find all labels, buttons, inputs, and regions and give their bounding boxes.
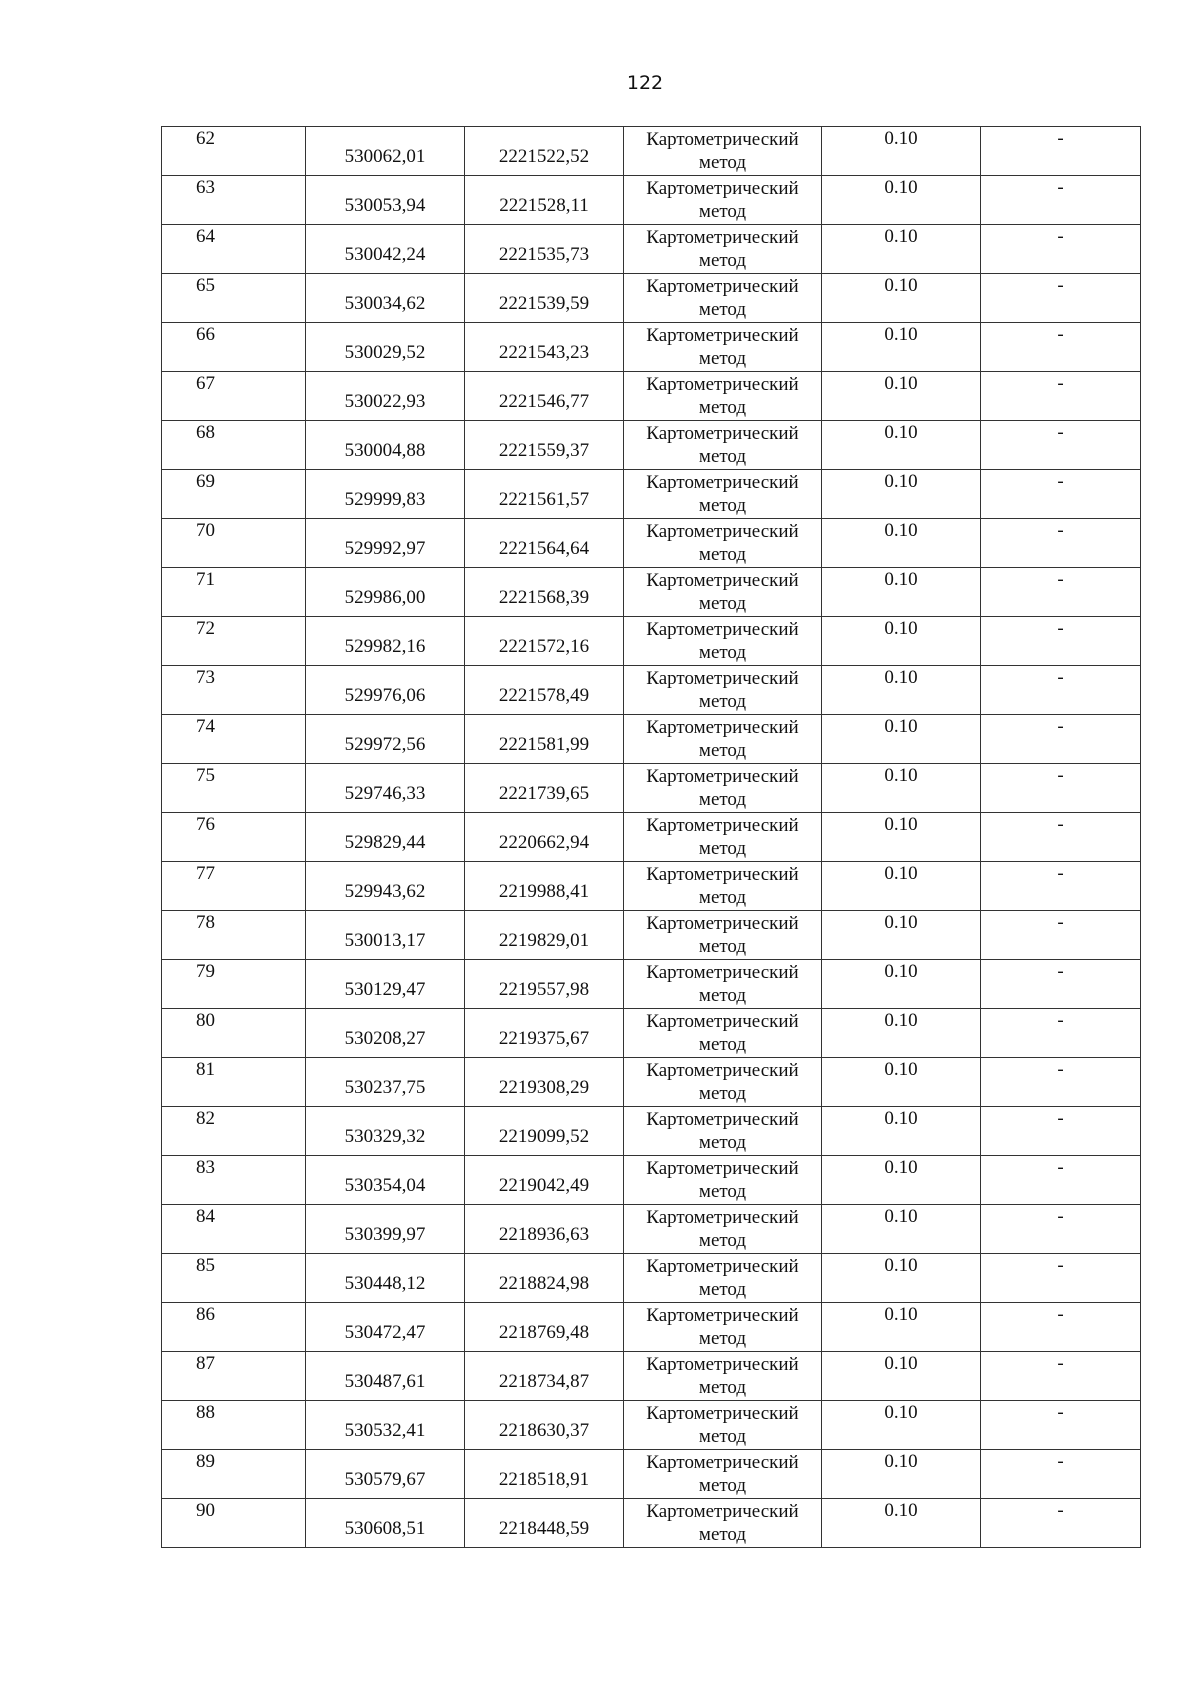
accuracy-cell: 0.10 xyxy=(822,666,981,715)
method-label-line2: метод xyxy=(698,446,747,467)
note-cell: - xyxy=(981,1401,1141,1450)
method-cell xyxy=(624,1303,822,1352)
table-row xyxy=(162,421,1141,470)
x-coordinate-cell: 530053,94 xyxy=(306,176,465,225)
note-cell: - xyxy=(981,127,1141,176)
y-coordinate-cell: 2218448,59 xyxy=(465,1499,624,1548)
accuracy-cell: 0.10 xyxy=(822,1205,981,1254)
method-label-line1: Картометрический xyxy=(646,521,799,542)
method-cell xyxy=(624,617,822,666)
accuracy-cell: 0.10 xyxy=(822,1450,981,1499)
method-label-line1: Картометрический xyxy=(646,472,799,493)
method-label-line2: метод xyxy=(698,985,747,1006)
table-row xyxy=(162,1352,1141,1401)
method-cell xyxy=(624,1009,822,1058)
table-row xyxy=(162,666,1141,715)
method-cell xyxy=(624,1499,822,1548)
method-label-line2: метод xyxy=(698,1524,747,1545)
x-coordinate-cell: 530329,32 xyxy=(306,1107,465,1156)
method-label-line2: метод xyxy=(698,838,747,859)
note-cell: - xyxy=(981,1352,1141,1401)
y-coordinate-cell: 2221581,99 xyxy=(465,715,624,764)
note-cell: - xyxy=(981,666,1141,715)
method-label-line1: Картометрический xyxy=(646,619,799,640)
point-number-cell: 66 xyxy=(162,323,306,372)
table-row xyxy=(162,323,1141,372)
table-row xyxy=(162,1058,1141,1107)
x-coordinate-cell: 529986,00 xyxy=(306,568,465,617)
table-row xyxy=(162,715,1141,764)
x-coordinate-cell: 529943,62 xyxy=(306,862,465,911)
note-cell: - xyxy=(981,1450,1141,1499)
point-number-cell: 70 xyxy=(162,519,306,568)
point-number-cell: 68 xyxy=(162,421,306,470)
table-row xyxy=(162,225,1141,274)
method-label-line1: Картометрический xyxy=(646,570,799,591)
method-label-line2: метод xyxy=(698,1132,747,1153)
method-label-line1: Картометрический xyxy=(646,913,799,934)
method-label-line1: Картометрический xyxy=(646,1256,799,1277)
x-coordinate-cell: 529982,16 xyxy=(306,617,465,666)
method-cell xyxy=(624,1058,822,1107)
note-cell: - xyxy=(981,372,1141,421)
method-label-line1: Картометрический xyxy=(646,276,799,297)
x-coordinate-cell: 530029,52 xyxy=(306,323,465,372)
note-cell: - xyxy=(981,274,1141,323)
method-label-line1: Картометрический xyxy=(646,668,799,689)
method-label-line2: метод xyxy=(698,299,747,320)
y-coordinate-cell: 2219308,29 xyxy=(465,1058,624,1107)
note-cell: - xyxy=(981,568,1141,617)
method-label-line1: Картометрический xyxy=(646,962,799,983)
note-cell: - xyxy=(981,225,1141,274)
method-label-line2: метод xyxy=(698,250,747,271)
method-label-line2: метод xyxy=(698,593,747,614)
coordinates-table-body xyxy=(162,127,1141,1548)
point-number-cell: 67 xyxy=(162,372,306,421)
accuracy-cell: 0.10 xyxy=(822,960,981,1009)
table-row xyxy=(162,127,1141,176)
table-row xyxy=(162,1009,1141,1058)
table-row xyxy=(162,1450,1141,1499)
accuracy-cell: 0.10 xyxy=(822,372,981,421)
note-cell: - xyxy=(981,764,1141,813)
note-cell: - xyxy=(981,1058,1141,1107)
table-row xyxy=(162,1499,1141,1548)
note-cell: - xyxy=(981,1009,1141,1058)
note-cell: - xyxy=(981,421,1141,470)
method-cell xyxy=(624,1450,822,1499)
method-label-line2: метод xyxy=(698,397,747,418)
point-number-cell: 75 xyxy=(162,764,306,813)
x-coordinate-cell: 530487,61 xyxy=(306,1352,465,1401)
point-number-cell: 69 xyxy=(162,470,306,519)
method-label-line2: метод xyxy=(698,348,747,369)
accuracy-cell: 0.10 xyxy=(822,470,981,519)
accuracy-cell: 0.10 xyxy=(822,127,981,176)
accuracy-cell: 0.10 xyxy=(822,1009,981,1058)
method-label-line2: метод xyxy=(698,789,747,810)
note-cell: - xyxy=(981,519,1141,568)
x-coordinate-cell: 530399,97 xyxy=(306,1205,465,1254)
y-coordinate-cell: 2221522,52 xyxy=(465,127,624,176)
table-row xyxy=(162,176,1141,225)
y-coordinate-cell: 2221739,65 xyxy=(465,764,624,813)
x-coordinate-cell: 530237,75 xyxy=(306,1058,465,1107)
method-label-line2: метод xyxy=(698,1083,747,1104)
coordinates-table xyxy=(161,126,1141,1548)
x-coordinate-cell: 530208,27 xyxy=(306,1009,465,1058)
y-coordinate-cell: 2218630,37 xyxy=(465,1401,624,1450)
method-label-line2: метод xyxy=(698,1230,747,1251)
point-number-cell: 89 xyxy=(162,1450,306,1499)
method-label-line2: метод xyxy=(698,1279,747,1300)
accuracy-cell: 0.10 xyxy=(822,862,981,911)
point-number-cell: 81 xyxy=(162,1058,306,1107)
method-cell xyxy=(624,519,822,568)
point-number-cell: 74 xyxy=(162,715,306,764)
y-coordinate-cell: 2219375,67 xyxy=(465,1009,624,1058)
method-cell xyxy=(624,225,822,274)
page-number: 122 xyxy=(626,72,664,94)
method-cell xyxy=(624,372,822,421)
method-label-line1: Картометрический xyxy=(646,325,799,346)
y-coordinate-cell: 2221561,57 xyxy=(465,470,624,519)
method-label-line1: Картометрический xyxy=(646,1158,799,1179)
y-coordinate-cell: 2221543,23 xyxy=(465,323,624,372)
method-cell xyxy=(624,1352,822,1401)
method-label-line2: метод xyxy=(698,1426,747,1447)
method-label-line2: метод xyxy=(698,544,747,565)
table-row xyxy=(162,617,1141,666)
x-coordinate-cell: 530579,67 xyxy=(306,1450,465,1499)
x-coordinate-cell: 530042,24 xyxy=(306,225,465,274)
method-cell xyxy=(624,960,822,1009)
table-row xyxy=(162,1205,1141,1254)
method-label-line1: Картометрический xyxy=(646,864,799,885)
method-label-line1: Картометрический xyxy=(646,227,799,248)
method-label-line1: Картометрический xyxy=(646,1011,799,1032)
method-label-line1: Картометрический xyxy=(646,766,799,787)
accuracy-cell: 0.10 xyxy=(822,1107,981,1156)
table-row xyxy=(162,764,1141,813)
method-cell xyxy=(624,421,822,470)
method-label-line1: Картометрический xyxy=(646,717,799,738)
method-label-line2: метод xyxy=(698,495,747,516)
accuracy-cell: 0.10 xyxy=(822,1303,981,1352)
note-cell: - xyxy=(981,617,1141,666)
point-number-cell: 71 xyxy=(162,568,306,617)
table-row xyxy=(162,1107,1141,1156)
point-number-cell: 79 xyxy=(162,960,306,1009)
table-row xyxy=(162,519,1141,568)
note-cell: - xyxy=(981,176,1141,225)
x-coordinate-cell: 530022,93 xyxy=(306,372,465,421)
accuracy-cell: 0.10 xyxy=(822,911,981,960)
point-number-cell: 90 xyxy=(162,1499,306,1548)
method-cell xyxy=(624,862,822,911)
table-row xyxy=(162,372,1141,421)
x-coordinate-cell: 529972,56 xyxy=(306,715,465,764)
x-coordinate-cell: 530129,47 xyxy=(306,960,465,1009)
method-label-line1: Картометрический xyxy=(646,178,799,199)
method-cell xyxy=(624,470,822,519)
accuracy-cell: 0.10 xyxy=(822,568,981,617)
method-label-line1: Картометрический xyxy=(646,815,799,836)
x-coordinate-cell: 530448,12 xyxy=(306,1254,465,1303)
accuracy-cell: 0.10 xyxy=(822,617,981,666)
table-row xyxy=(162,274,1141,323)
y-coordinate-cell: 2218824,98 xyxy=(465,1254,624,1303)
table-row xyxy=(162,1401,1141,1450)
method-label-line1: Картометрический xyxy=(646,1354,799,1375)
method-label-line1: Картометрический xyxy=(646,1109,799,1130)
point-number-cell: 83 xyxy=(162,1156,306,1205)
method-cell xyxy=(624,911,822,960)
x-coordinate-cell: 530013,17 xyxy=(306,911,465,960)
point-number-cell: 82 xyxy=(162,1107,306,1156)
method-label-line1: Картометрический xyxy=(646,374,799,395)
accuracy-cell: 0.10 xyxy=(822,1254,981,1303)
point-number-cell: 80 xyxy=(162,1009,306,1058)
table-row xyxy=(162,1156,1141,1205)
accuracy-cell: 0.10 xyxy=(822,519,981,568)
method-label-line1: Картометрический xyxy=(646,129,799,150)
accuracy-cell: 0.10 xyxy=(822,715,981,764)
method-cell xyxy=(624,1107,822,1156)
y-coordinate-cell: 2221546,77 xyxy=(465,372,624,421)
point-number-cell: 88 xyxy=(162,1401,306,1450)
method-label-line2: метод xyxy=(698,1377,747,1398)
method-label-line1: Картометрический xyxy=(646,1305,799,1326)
x-coordinate-cell: 529999,83 xyxy=(306,470,465,519)
method-cell xyxy=(624,274,822,323)
method-label-line2: метод xyxy=(698,1475,747,1496)
accuracy-cell: 0.10 xyxy=(822,274,981,323)
method-label-line1: Картометрический xyxy=(646,1452,799,1473)
method-cell xyxy=(624,666,822,715)
accuracy-cell: 0.10 xyxy=(822,421,981,470)
note-cell: - xyxy=(981,470,1141,519)
table-row xyxy=(162,1254,1141,1303)
method-cell xyxy=(624,568,822,617)
note-cell: - xyxy=(981,813,1141,862)
y-coordinate-cell: 2219042,49 xyxy=(465,1156,624,1205)
method-label-line2: метод xyxy=(698,201,747,222)
x-coordinate-cell: 530532,41 xyxy=(306,1401,465,1450)
y-coordinate-cell: 2218518,91 xyxy=(465,1450,624,1499)
note-cell: - xyxy=(981,1254,1141,1303)
method-label-line2: метод xyxy=(698,691,747,712)
table-row xyxy=(162,470,1141,519)
method-label-line2: метод xyxy=(698,1328,747,1349)
method-cell xyxy=(624,715,822,764)
point-number-cell: 78 xyxy=(162,911,306,960)
accuracy-cell: 0.10 xyxy=(822,1058,981,1107)
table-row xyxy=(162,960,1141,1009)
method-cell xyxy=(624,1205,822,1254)
method-cell xyxy=(624,176,822,225)
x-coordinate-cell: 529992,97 xyxy=(306,519,465,568)
accuracy-cell: 0.10 xyxy=(822,225,981,274)
x-coordinate-cell: 530062,01 xyxy=(306,127,465,176)
method-label-line2: метод xyxy=(698,642,747,663)
note-cell: - xyxy=(981,715,1141,764)
y-coordinate-cell: 2221528,11 xyxy=(465,176,624,225)
note-cell: - xyxy=(981,1205,1141,1254)
x-coordinate-cell: 529746,33 xyxy=(306,764,465,813)
point-number-cell: 63 xyxy=(162,176,306,225)
y-coordinate-cell: 2219557,98 xyxy=(465,960,624,1009)
point-number-cell: 87 xyxy=(162,1352,306,1401)
method-cell xyxy=(624,1401,822,1450)
y-coordinate-cell: 2221559,37 xyxy=(465,421,624,470)
y-coordinate-cell: 2221564,64 xyxy=(465,519,624,568)
method-label-line1: Картометрический xyxy=(646,1207,799,1228)
method-label-line1: Картометрический xyxy=(646,1060,799,1081)
table-row xyxy=(162,813,1141,862)
method-label-line2: метод xyxy=(698,152,747,173)
y-coordinate-cell: 2220662,94 xyxy=(465,813,624,862)
method-cell xyxy=(624,323,822,372)
point-number-cell: 84 xyxy=(162,1205,306,1254)
point-number-cell: 72 xyxy=(162,617,306,666)
point-number-cell: 85 xyxy=(162,1254,306,1303)
table-row xyxy=(162,862,1141,911)
y-coordinate-cell: 2219829,01 xyxy=(465,911,624,960)
method-label-line2: метод xyxy=(698,1181,747,1202)
accuracy-cell: 0.10 xyxy=(822,813,981,862)
y-coordinate-cell: 2221568,39 xyxy=(465,568,624,617)
y-coordinate-cell: 2219988,41 xyxy=(465,862,624,911)
accuracy-cell: 0.10 xyxy=(822,176,981,225)
method-cell xyxy=(624,127,822,176)
note-cell: - xyxy=(981,1303,1141,1352)
accuracy-cell: 0.10 xyxy=(822,1156,981,1205)
method-cell xyxy=(624,1156,822,1205)
method-label-line1: Картометрический xyxy=(646,1403,799,1424)
note-cell: - xyxy=(981,1499,1141,1548)
note-cell: - xyxy=(981,862,1141,911)
note-cell: - xyxy=(981,960,1141,1009)
accuracy-cell: 0.10 xyxy=(822,764,981,813)
method-label-line2: метод xyxy=(698,936,747,957)
method-label-line2: метод xyxy=(698,740,747,761)
accuracy-cell: 0.10 xyxy=(822,323,981,372)
y-coordinate-cell: 2221572,16 xyxy=(465,617,624,666)
accuracy-cell: 0.10 xyxy=(822,1499,981,1548)
y-coordinate-cell: 2218936,63 xyxy=(465,1205,624,1254)
method-cell xyxy=(624,813,822,862)
table-row xyxy=(162,911,1141,960)
method-cell xyxy=(624,764,822,813)
accuracy-cell: 0.10 xyxy=(822,1401,981,1450)
note-cell: - xyxy=(981,911,1141,960)
x-coordinate-cell: 530034,62 xyxy=(306,274,465,323)
y-coordinate-cell: 2221535,73 xyxy=(465,225,624,274)
y-coordinate-cell: 2221578,49 xyxy=(465,666,624,715)
x-coordinate-cell: 530608,51 xyxy=(306,1499,465,1548)
point-number-cell: 76 xyxy=(162,813,306,862)
x-coordinate-cell: 530472,47 xyxy=(306,1303,465,1352)
table-row xyxy=(162,568,1141,617)
note-cell: - xyxy=(981,1156,1141,1205)
point-number-cell: 86 xyxy=(162,1303,306,1352)
method-label-line1: Картометрический xyxy=(646,423,799,444)
method-label-line2: метод xyxy=(698,1034,747,1055)
y-coordinate-cell: 2218734,87 xyxy=(465,1352,624,1401)
method-label-line2: метод xyxy=(698,887,747,908)
method-label-line1: Картометрический xyxy=(646,1501,799,1522)
method-cell xyxy=(624,1254,822,1303)
point-number-cell: 77 xyxy=(162,862,306,911)
point-number-cell: 73 xyxy=(162,666,306,715)
y-coordinate-cell: 2219099,52 xyxy=(465,1107,624,1156)
x-coordinate-cell: 529976,06 xyxy=(306,666,465,715)
accuracy-cell: 0.10 xyxy=(822,1352,981,1401)
x-coordinate-cell: 530004,88 xyxy=(306,421,465,470)
note-cell: - xyxy=(981,1107,1141,1156)
point-number-cell: 64 xyxy=(162,225,306,274)
note-cell: - xyxy=(981,323,1141,372)
point-number-cell: 62 xyxy=(162,127,306,176)
x-coordinate-cell: 530354,04 xyxy=(306,1156,465,1205)
x-coordinate-cell: 529829,44 xyxy=(306,813,465,862)
point-number-cell: 65 xyxy=(162,274,306,323)
table-row xyxy=(162,1303,1141,1352)
y-coordinate-cell: 2221539,59 xyxy=(465,274,624,323)
y-coordinate-cell: 2218769,48 xyxy=(465,1303,624,1352)
